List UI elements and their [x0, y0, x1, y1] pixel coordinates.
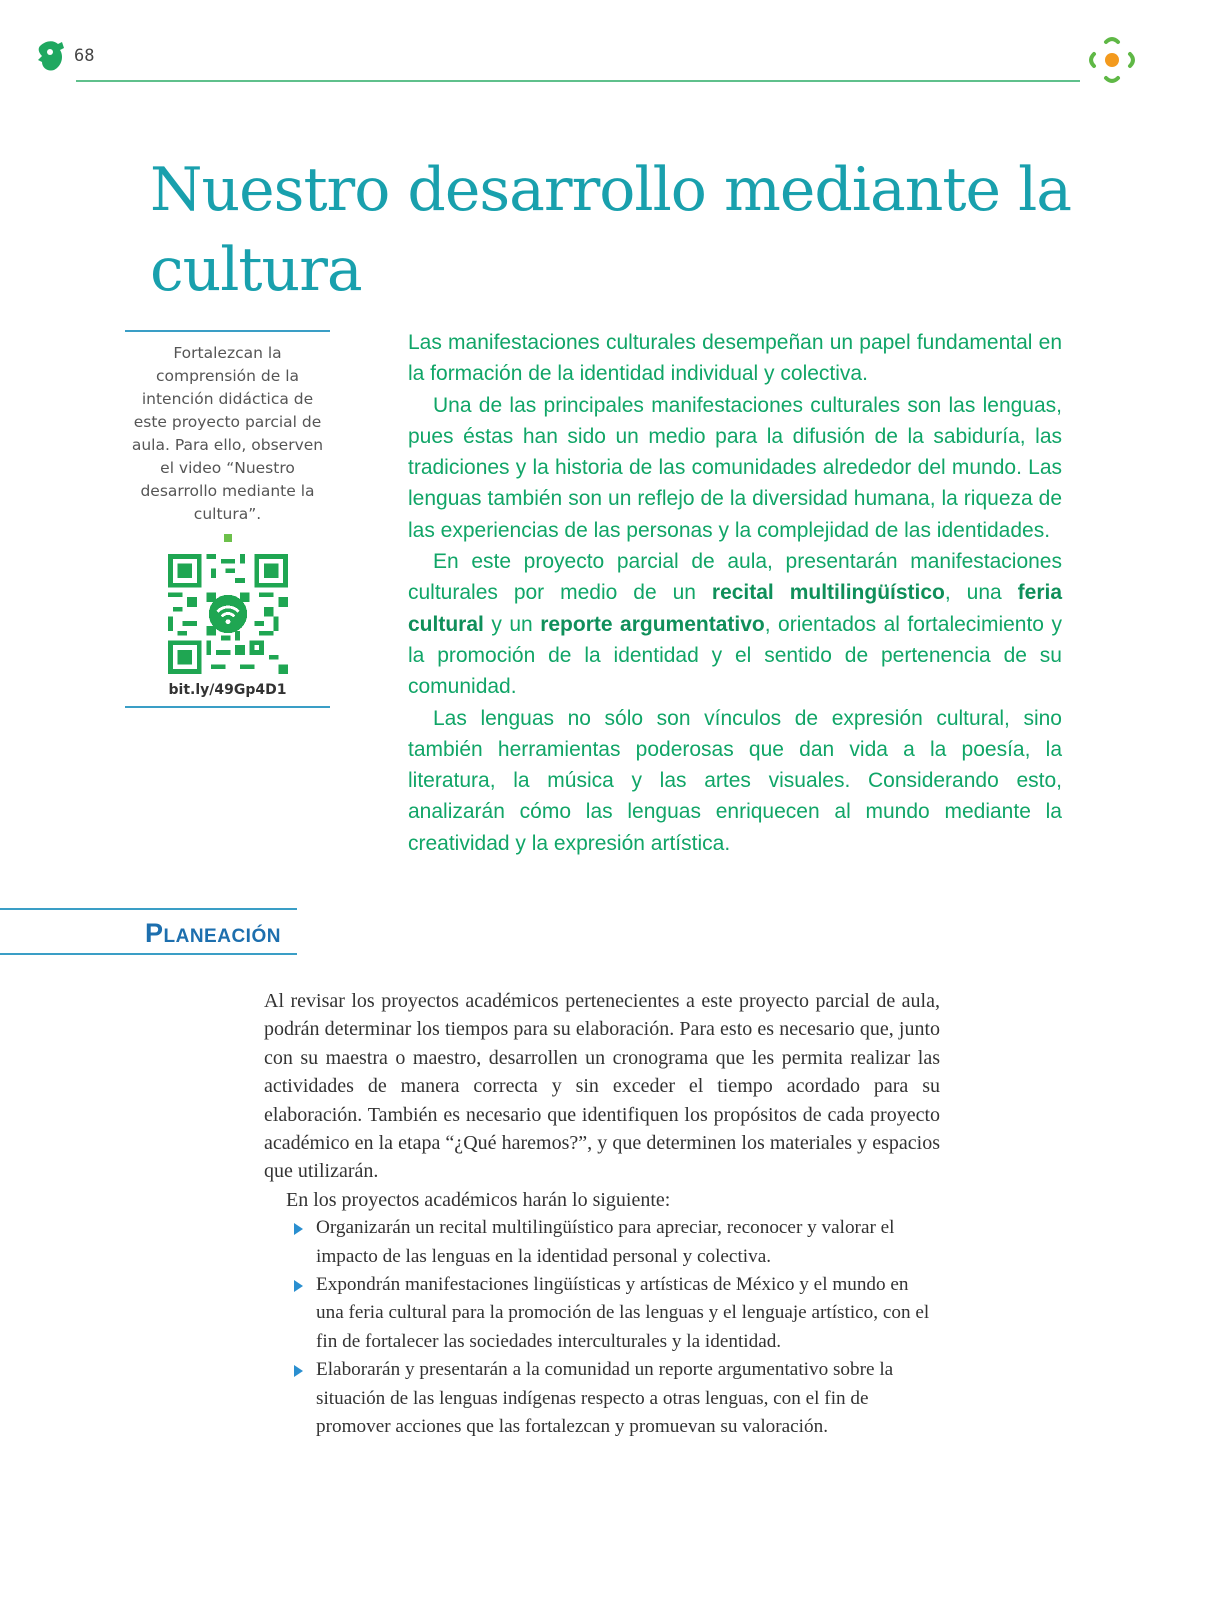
list-item [292, 1214, 940, 1271]
intro-paragraph [408, 546, 1062, 702]
sidebar-bullet-icon [224, 534, 232, 542]
intro-text-span: , una [944, 581, 1018, 605]
page-title: Nuestro desarrollo mediante la cultura [150, 155, 1072, 305]
bullet-triangle-icon [294, 1223, 303, 1235]
list-item [292, 1356, 940, 1441]
intro-paragraph: Las lenguas no sólo son vínculos de expresión cultural, sino también herramientas poderosas que dan vida a la poesía, la literatura, la música y las artes visuales. Considerando esto, analizarán cómo las lenguas enriquecen al mundo mediante la creatividad y la expresión artística. [408, 706, 1062, 855]
video-sidebar [125, 330, 330, 708]
book-section-icon [36, 38, 68, 74]
intro-paragraph: Las manifestaciones culturales desempeñan un papel fundamental en la formación de la identidad individual y colectiva. [408, 331, 1062, 386]
intro-paragraph: Una de las principales manifestaciones culturales son las lenguas, pues éstas han sido un medio para la difusión de la sabiduría, las tradiciones y la historia de las comunidades alrededor del mundo. Las lenguas también son un reflejo de la diversidad humana, la riqueza de las experiencias de las personas y la complejidad de las identidades. [408, 393, 1062, 542]
highlight-feria: feria cultural [408, 581, 1063, 636]
section-heading: Planeación [145, 918, 281, 948]
list-item-text: Organizarán un recital multilingüístico para apreciar, reconocer y valorar el impacto de las lenguas en la identidad personal y colectiva. [316, 1217, 895, 1267]
intro-text-span: , orientados al fortalecimiento y la promoción de la identidad y el sentido de pertenencia de su comunidad. [408, 612, 1062, 699]
intro-text-span: En este proyecto parcial de aula, presentarán manifestaciones culturales por medio de un [408, 550, 1062, 605]
header-rule [76, 80, 1080, 82]
qr-short-link[interactable]: bit.ly/49Gp4D1 [168, 682, 287, 698]
series-logo-icon [1084, 32, 1140, 88]
bullet-triangle-icon [294, 1365, 303, 1377]
intro-text-span: y un [483, 612, 541, 636]
sidebar-top-rule [125, 330, 330, 332]
body-paragraph: Al revisar los proyectos académicos pertenecientes a este proyecto parcial de aula, podrán determinar los tiempos para su elaboración. Para esto es necesario que, junto con su maestra o maestro, desarrollen un cronograma que les permita realizar las actividades de manera correcta y sin exceder el tiempo acordado para su elaboración. También es necesario que identifiquen los propósitos de cada proyecto académico en la etapa “¿Qué haremos?”, y que determinen los materiales y espacios que utilizarán. [264, 990, 940, 1183]
highlight-recital: recital multilingüístico [711, 581, 945, 605]
list-item-text: Elaborarán y presentarán a la comunidad un reporte argumentativo sobre la situación de las lenguas indígenas respecto a otras lenguas, con el fin de promover acciones que las fortalezcan y promuevan su valoración. [316, 1359, 894, 1438]
section-body [264, 987, 940, 1442]
page-number: 68 [74, 46, 95, 66]
bullet-triangle-icon [294, 1280, 303, 1292]
section-heading-box [0, 908, 297, 955]
sidebar-bottom-rule [125, 706, 330, 708]
bullet-list [264, 1214, 940, 1441]
list-item-text: Expondrán manifestaciones lingüísticas y artísticas de México y el mundo en una feria cultural para la promoción de las lenguas y el lenguaje artístico, con el fin de fortalecer las sociedades interculturales y la identidad. [316, 1274, 930, 1352]
section-bottom-rule [0, 953, 297, 955]
intro-text [408, 327, 1062, 859]
body-paragraph: En los proyectos académicos harán lo siguiente: [286, 1188, 671, 1211]
qr-code[interactable] [168, 554, 288, 674]
sidebar-text: Fortalezcan la comprensión de la intención didáctica de este proyecto parcial de aula. Para ello, observen el video “Nuestro desarrollo mediante la cultura”. [131, 344, 324, 523]
list-item [292, 1271, 940, 1356]
highlight-reporte: reporte argumentativo [540, 612, 765, 636]
